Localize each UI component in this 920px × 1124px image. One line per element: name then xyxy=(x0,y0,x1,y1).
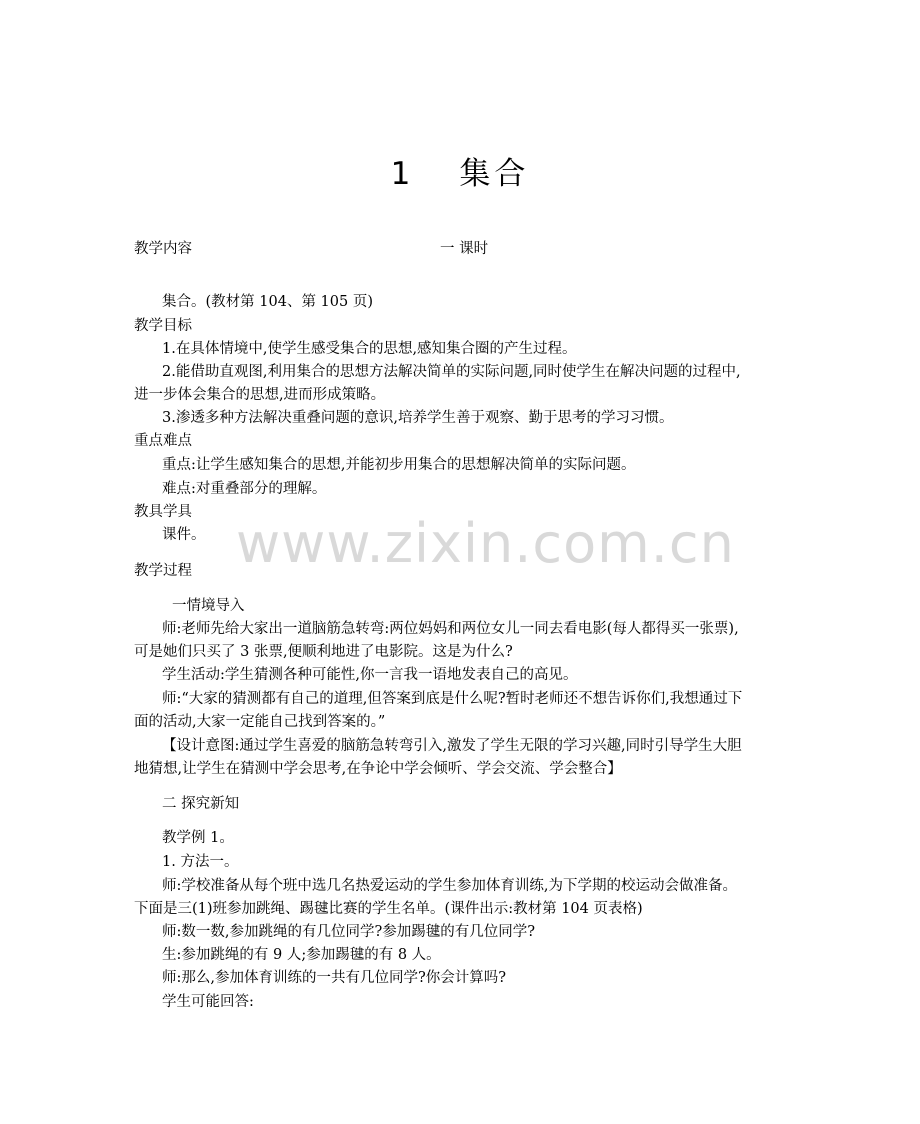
paragraph-8: 师:那么,参加体育训练的一共有几位同学?你会计算吗? xyxy=(162,970,507,986)
lesson-count: 一 课时 xyxy=(440,241,489,257)
tools-text: 课件。 xyxy=(162,527,206,543)
goal-1: 1.在具体情境中,使学生感受集合的思想,感知集合圈的产生过程。 xyxy=(162,341,577,357)
design-intent-line-2: 地猜想,让学生在猜测中学会思考,在争论中学会倾听、学会交流、学会整合】 xyxy=(134,761,622,777)
paragraph-1-line-2: 可是她们只买了 3 张票,便顺利地进了电影院。这是为什么? xyxy=(134,644,513,660)
difficulty-point: 难点:对重叠部分的理解。 xyxy=(162,481,327,497)
paragraph-6: 师:数一数,参加跳绳的有几位同学?参加踢毽的有几位同学? xyxy=(162,924,536,940)
content-description: 集合。(教材第 104、第 105 页) xyxy=(162,294,373,310)
paragraph-5-line-1: 师:学校准备从每个班中选几名热爱运动的学生参加体育训练,为下学期的校运动会做准备。 xyxy=(162,878,737,894)
page-title xyxy=(0,148,920,193)
paragraph-3-line-1: 师:“大家的猜测都有自己的道理,但答案到底是什么呢?暂时老师还不想告诉你们,我想通过下 xyxy=(162,691,743,707)
method-1: 1. 方法一。 xyxy=(162,854,239,870)
watermark: www.zixin.com.cn xyxy=(236,512,735,575)
key-point: 重点:让学生感知集合的思想,并能初步用集合的思想解决简单的实际问题。 xyxy=(162,457,636,473)
paragraph-9: 学生可能回答: xyxy=(162,994,254,1010)
title-number: 1 xyxy=(390,156,412,192)
paragraph-7: 生:参加跳绳的有 9 人;参加踢毽的有 8 人。 xyxy=(162,947,441,963)
section-2-title: 二 探究新知 xyxy=(162,796,240,812)
key-points-heading: 重点难点 xyxy=(134,433,192,449)
tools-heading: 教具学具 xyxy=(134,504,192,520)
title-text: 集合 xyxy=(459,156,530,192)
paragraph-3-line-2: 面的活动,大家一定能自己找到答案的。” xyxy=(134,714,386,730)
goal-2-line-1: 2.能借助直观图,利用集合的思想方法解决简单的实际问题,同时使学生在解决问题的过程中, xyxy=(162,364,741,380)
paragraph-1-line-1: 师:老师先给大家出一道脑筋急转弯:两位妈妈和两位女儿一同去看电影(每人都得买一张票), xyxy=(162,621,739,637)
example-title: 教学例 1。 xyxy=(162,830,234,846)
goal-2-line-2: 进一步体会集合的思想,进而形成策略。 xyxy=(134,387,386,403)
paragraph-2: 学生活动:学生猜测各种可能性,你一言我一语地发表自己的高见。 xyxy=(162,667,578,683)
design-intent-line-1: 【设计意图:通过学生喜爱的脑筋急转弯引入,激发了学生无限的学习兴趣,同时引导学生大胆 xyxy=(162,738,742,754)
teaching-content-heading: 教学内容 xyxy=(134,241,192,257)
goals-heading: 教学目标 xyxy=(134,318,192,334)
section-1-title: 一情境导入 xyxy=(172,598,245,614)
paragraph-5-line-2: 下面是三(1)班参加跳绳、踢毽比赛的学生名单。(课件出示:教材第 104 页表格) xyxy=(134,901,643,917)
goal-3: 3.渗透多种方法解决重叠问题的意识,培养学生善于观察、勤于思考的学习习惯。 xyxy=(162,410,674,426)
process-heading: 教学过程 xyxy=(134,563,192,579)
